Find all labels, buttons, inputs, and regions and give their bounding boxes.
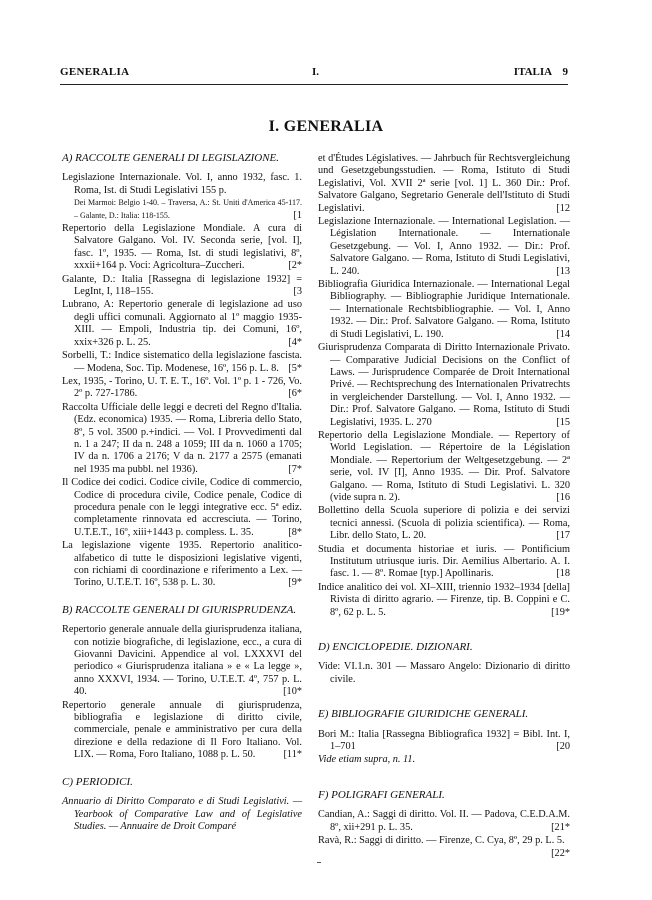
- entry-text: Lubrano, A: Repertorio generale di legislazione ad uso degli uffici comunali. Aggiornato al 1º maggio 1935-XIII. — Empoli, Industria tip. dei Comuni, 16º, xxix+326 p. L. 25.: [62, 299, 302, 348]
- section-heading-a: A) RACCOLTE GENERALI DI LEGISLAZIONE.: [62, 152, 280, 164]
- entry-number: [17: [556, 530, 570, 542]
- entry-text: Sorbelli, T.: Indice sistematico della legislazione fascista. — Modena, Soc. Tip. Modenese, 16º, 156 p. L. 8.: [62, 350, 302, 374]
- entry-number: [22*: [551, 847, 570, 859]
- entry-number: [11*: [283, 749, 302, 761]
- entry-number: [15: [556, 416, 570, 428]
- entry-d1: [318, 661, 570, 686]
- entry-number: [13: [556, 265, 570, 277]
- entry-17: [318, 505, 570, 542]
- entry-text: Indice analitico dei vol. XI–XIII, triennio 1932–1934 [della] Rivista di diritto agrario. — Firenze, tip. B. Coppini e C. 8º, 62 p. L. 5.: [318, 581, 570, 618]
- entry-number: [16: [556, 491, 570, 503]
- entry-text: et d'Études Législatives. — Jahrbuch für Rechtsvergleichung und Gesetzgebungsstudien. — Roma, Istituto di Studi Legislativi, Vol. XVII 2ª serie [vol. 1] L. 360 Dir.: Prof. Salvatore Galgano, Segretario Generale dell'Istituto di Studi Legislativi.: [318, 153, 570, 214]
- entry-number: [10*: [283, 686, 302, 698]
- entry-number: [19*: [551, 606, 570, 618]
- entry-e2: [318, 754, 570, 766]
- entry-4: [62, 299, 302, 349]
- entry-number: [12: [556, 202, 570, 214]
- entry-3: [62, 274, 302, 299]
- entry-6: [62, 376, 302, 401]
- entry-number: [8*: [288, 526, 302, 538]
- entry-number: [14: [556, 328, 570, 340]
- entry-text: Raccolta Ufficiale delle leggi e decreti del Regno d'Italia. (Edz. economica) 1935. — Roma, Libreria dello Stato, 8º, 5 vol. 3500 p.+indici. — Vol. I Provvedimenti dal n. 1 a 247; II da n. 248 a 1059; III da n. 1060 a 1705; IV da n. 1706 a 2176; V da n. 2177 a 2575 (emanati nel 1935 ma pubbl. nel 1936).: [62, 401, 302, 475]
- header-left: GENERALIA: [60, 66, 130, 78]
- entry-text: Legislazione Internazionale. — International Legislation. — Législation Internationale. — Internationale Gesetzgebung. — Vol. I, Anno 1932. — Dir.: Prof. Salvatore Galgano. — Roma, Istituto di Studi Legislativi, L. 240.: [318, 216, 570, 277]
- running-header: [60, 66, 568, 86]
- entry-text: Repertorio della Legislazione Mondiale. — Repertory of World Legislation. — Répertoire de la Législation Mondiale. — Repertorium der Weltgesetzgebung. — 2ª serie, vol. IV [I], Anno 1935. — Dir. Prof. Salvatore Galgano. — Roma, Istituto di Studi Legislativi. L. 320 (vide supra n. 2).: [318, 429, 570, 503]
- entry-12-continued: [318, 153, 570, 215]
- entry-19: [318, 582, 570, 619]
- entry-text: La legislazione vigente 1935. Repertorio analitico-alfabetico di tutte le disposizioni legislative vigenti, con richiami di coordinazione e riferimento a Lex. — Torino, U.T.E.T. 16º, 538 p. L. 30.: [62, 540, 302, 589]
- entry-number: [3: [293, 286, 302, 298]
- page-bottom-mark: [317, 862, 321, 863]
- entry-text: Repertorio della Legislazione Mondiale. A cura di Salvatore Galgano. Vol. IV. Seconda serie, [vol. I], fasc. 1º, 1935. — Roma, Ist. di studi legislativi, 8º, xxxii+164 p. Voci: Agricoltura–Zuccheri.: [62, 223, 302, 272]
- entry-text: Vide etiam supra, n. 11.: [318, 754, 416, 766]
- entry-text: Candian, A.: Saggi di diritto. Vol. II. — Padova, C.E.D.A.M. 8º, xii+291 p. L. 35.: [318, 809, 570, 833]
- entry-text: Galante, D.: Italia [Rassegna di legislazione 1932] = LegInt, I, 118–155.: [62, 273, 302, 298]
- entry-contents-note: Dei Marmoi: Belgio 1-40. – Traversa, A.: St. Uniti d'America 45-117. – Galante, D.: Italia: 118-155.: [74, 198, 302, 220]
- entry-13: [318, 216, 570, 278]
- entry-21: [318, 809, 570, 834]
- entry-text: Giurisprudenza Comparata di Diritto Internazionale Privato. — Comparative Judicial Decisions on the Conflict of Laws. — Jurisprudence Comparée de Droit International Privé. — Rechtsprechung des Internationalen Privatrechts in vergleichender Darstellung. — Vol. I, Anno 1932. — Dir.: Prof. Salvatore Galgano. — Roma, Istituto di Studi Legislativi, 1935. L. 270: [318, 342, 570, 428]
- entry-number: [20: [556, 741, 570, 753]
- entry-text: Annuario di Diritto Comparato e di Studi Legislativi. — Yearbook of Comparative Law and of Legislative Studies. — Annuaire de Droit Comparé: [62, 796, 302, 832]
- header-rule: [60, 84, 568, 85]
- entry-text: Repertorio generale annuale della giurisprudenza italiana, con notizie biografiche, di legislazione, ecc., a cura di Giovanni Davicini. Appendice al vol. LXXXVI del periodico « Giurisprudenza italiana » e « La legge », anno XXXVI, 1934. — Torino, U.T.E.T. 4º, 757 p. L. 40.: [62, 624, 302, 698]
- header-right: ITALIA 9: [513, 66, 568, 78]
- entry-14: [318, 279, 570, 341]
- entry-number: [1: [293, 209, 302, 221]
- entry-8: [62, 477, 302, 539]
- entry-number: [9*: [288, 577, 302, 589]
- entry-10: [62, 624, 302, 698]
- entry-text: Ravà, R.: Saggi di diritto. — Firenze, C. Cya, 8º, 29 p. L. 5.: [318, 835, 565, 847]
- entry-number: [2*: [288, 260, 302, 272]
- entry-number: [6*: [288, 388, 302, 400]
- entry-text: Bollettino della Scuola superiore di polizia e dei servizi tecnici annessi. (Scuola di polizia scientifica). — Roma, Libr. dello Stato, L. 20.: [318, 505, 570, 542]
- entry-text: Studia et documenta historiae et iuris. — Pontificium Institutum utriusque iuris. Dir. Aemilius Albertario. A. I. fasc. 1. — 8º. Romae [typ.] Apollinaris.: [318, 543, 570, 580]
- section-heading-d: D) ENCICLOPEDIE. DIZIONARI.: [318, 641, 473, 654]
- page-title: I. GENERALIA: [268, 118, 384, 135]
- entry-number: [18: [556, 568, 570, 580]
- entry-text: Lex, 1935, - Torino, U. T. E. T., 16º. Vol. 1º p. 1 - 726, Vo. 2º p. 727-1786.: [62, 375, 302, 400]
- entry-20: [318, 729, 570, 754]
- entry-22: [318, 835, 570, 859]
- section-heading-c: C) PERIODICI.: [62, 775, 133, 788]
- section-heading-b: B) RACCOLTE GENERALI DI GIURISPRUDENZA.: [62, 603, 297, 616]
- entry-16: [318, 430, 570, 504]
- section-heading-e: E) BIBLIOGRAFIE GIURIDICHE GENERALI.: [318, 708, 529, 721]
- entry-text: Bori M.: Italia [Rassegna Bibliografica 1932] = Bibl. Int. I, 1–701: [318, 728, 570, 753]
- entry-text: Repertorio generale annuale di giurisprudenza, bibliografia e legislazione di diritto civile, commerciale, penale e amministrativo per cura della direzione e della redazione di Il Foro Italiano. Vol. LIX. — Roma, Foro Italiano, 1088 p. L. 50.: [62, 699, 302, 761]
- entry-text: Legislazione Internazionale. Vol. I, anno 1932, fasc. 1. Roma, Ist. di Studi Legislativi 155 p.: [62, 172, 302, 196]
- section-heading-f: F) POLIGRAFI GENERALI.: [318, 788, 445, 801]
- entry-9: [62, 540, 302, 590]
- entry-18: [318, 544, 570, 581]
- left-column: [62, 150, 302, 834]
- entry-5: [62, 350, 302, 375]
- entry-number: [7*: [288, 463, 302, 475]
- entry-number: [5*: [288, 362, 302, 374]
- entry-7: [62, 402, 302, 476]
- header-center: I.: [312, 66, 320, 78]
- entry-text: Vide: VI.1.n. 301 — Massaro Angelo: Dizionario di diritto civile.: [318, 661, 570, 685]
- entry-2: [62, 223, 302, 273]
- entry-text: Il Codice dei codici. Codice civile, Codice di commercio, Codice di procedura civile, Codice penale, Codice di procedura penale con le leggi integrative ecc. 5ª ediz. completamente rinnovata ed accresciuta. — Torino, U.T.E.T., 16º, xiii+1443 p. compless. L. 35.: [62, 477, 302, 538]
- entry-text: Bibliografia Giuridica Internazionale. — International Legal Bibliography. — Bibliographie Juridique Internationale. — Internationale Rechtsbibliographie. — Vol. I, Anno 1932. — Dir.: Prof. Salvatore Galgano. — Roma, Istituto di Studi Legislativi, L. 190.: [318, 279, 570, 340]
- entry-12-start: [62, 796, 302, 833]
- right-column: [318, 153, 570, 860]
- entry-number: [4*: [288, 336, 302, 348]
- entry-11: [62, 700, 302, 762]
- entry-1: [62, 172, 302, 222]
- entry-15: [318, 342, 570, 429]
- entry-number: [21*: [551, 821, 570, 833]
